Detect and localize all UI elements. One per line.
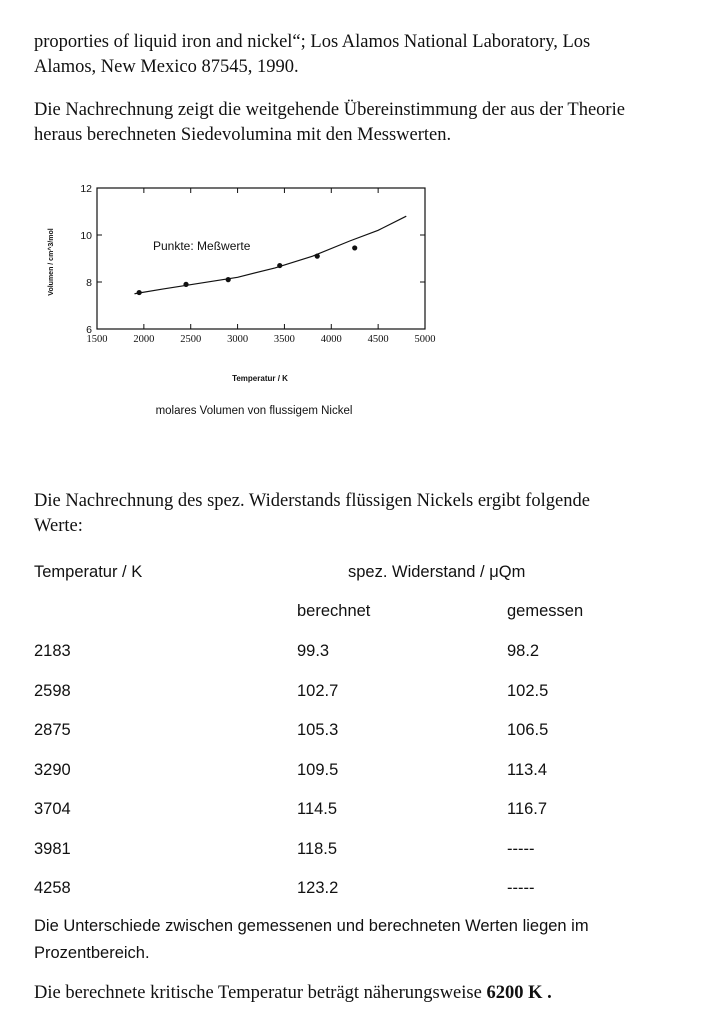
x-tick-label: 4000: [320, 334, 342, 345]
intro-line-2: heraus berechneten Siedevolumina mit den Messwerten.: [34, 125, 452, 145]
volume-chart: [40, 178, 460, 428]
measured-cell: 113.4: [507, 760, 548, 779]
chart-caption: molares Volumen von flussigem Nickel: [155, 405, 353, 417]
measured-cell: 102.5: [507, 681, 549, 700]
y-tick-label: 10: [80, 230, 92, 242]
column-header-resistivity: spez. Widerstand / μQm: [348, 563, 526, 581]
column-header-temperature: Temperatur / K: [34, 563, 143, 581]
x-tick-label: 3000: [227, 334, 249, 345]
measured-point: [183, 282, 188, 287]
plot-frame: [97, 188, 425, 329]
x-tick-label: 4500: [367, 334, 389, 345]
reference-line-2: Alamos, New Mexico 87545, 1990.: [34, 57, 299, 77]
x-tick-label: 2000: [133, 334, 155, 345]
y-axis-label: Volumen / cm^3/mol: [48, 228, 55, 296]
y-tick-label: 6: [86, 324, 92, 336]
x-tick-label: 5000: [414, 334, 436, 345]
y-tick-label: 8: [86, 277, 92, 289]
measured-point: [352, 245, 357, 250]
critical-temperature-value: 6200 K .: [486, 983, 552, 1003]
chart-annotation: Punkte: Meßwerte: [153, 239, 251, 253]
subheader-calculated: berechnet: [297, 602, 371, 620]
temperature-cell: 3981: [34, 839, 71, 858]
measured-point: [315, 254, 320, 259]
conclusion-paragraph: [34, 913, 704, 967]
y-tick-label: 12: [80, 183, 92, 195]
x-tick-label: 3500: [273, 334, 295, 345]
temperature-cell: 3704: [34, 800, 71, 818]
reference-line-1: proporties of liquid iron and nickel“; Los Alamos National Laboratory, Los: [34, 32, 591, 52]
temperature-cell: 3290: [34, 760, 71, 779]
measured-point: [277, 263, 282, 268]
table-intro-line-1: Die Nachrechnung des spez. Widerstands flüssigen Nickels ergibt folgende: [34, 491, 590, 511]
reference-paragraph: [34, 30, 704, 80]
x-tick-label: 1500: [86, 334, 108, 345]
conclusion-line-2: Prozentbereich.: [34, 944, 150, 962]
temperature-cell: 4258: [34, 879, 71, 897]
intro-paragraph: [34, 98, 704, 148]
calculated-cell: 118.5: [297, 839, 338, 858]
subheader-measured: gemessen: [507, 602, 584, 620]
measured-cell: 106.5: [507, 721, 549, 739]
critical-temperature-text: Die berechnete kritische Temperatur beträgt näherungsweise: [34, 983, 487, 1003]
x-axis-label: Temperatur / K: [232, 374, 288, 383]
table-intro-line-2: Werte:: [34, 516, 83, 536]
measured-cell: 98.2: [507, 642, 540, 660]
temperature-cell: 2598: [34, 681, 71, 700]
measured-point: [137, 290, 142, 295]
calculated-cell: 102.7: [297, 681, 339, 700]
measured-cell: -----: [507, 839, 535, 858]
calculated-cell: 114.5: [297, 800, 338, 818]
temperature-cell: 2875: [34, 721, 71, 739]
calculated-cell: 109.5: [297, 760, 339, 779]
table-intro-paragraph: [34, 489, 704, 539]
temperature-cell: 2183: [34, 642, 71, 660]
measured-cell: -----: [507, 879, 535, 897]
conclusion-line-1: Die Unterschiede zwischen gemessenen und berechneten Werten liegen im: [34, 917, 589, 935]
calculated-cell: 99.3: [297, 642, 330, 660]
measured-point: [226, 277, 231, 282]
calculated-cell: 105.3: [297, 721, 339, 739]
calculated-cell: 123.2: [297, 879, 339, 897]
intro-line-1: Die Nachrechnung zeigt die weitgehende Übereinstimmung der aus der Theorie: [34, 100, 625, 120]
plot-area: [80, 183, 435, 345]
calculated-curve: [134, 216, 406, 294]
critical-temperature-paragraph: [34, 981, 704, 1006]
measured-cell: 116.7: [507, 800, 548, 818]
x-tick-label: 2500: [180, 334, 202, 345]
